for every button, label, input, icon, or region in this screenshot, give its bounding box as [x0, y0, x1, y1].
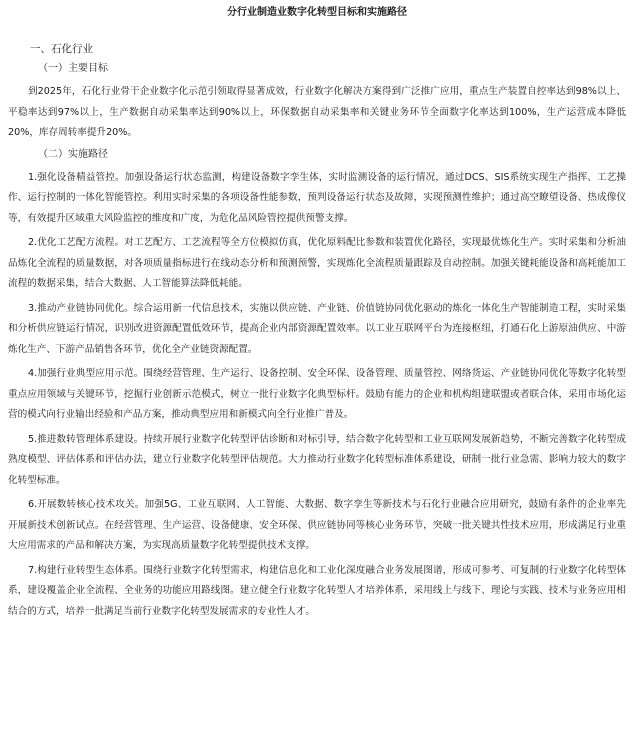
subheading-main-goals: （一）主要目标 [38, 63, 108, 74]
paragraph-main-goals: 到2025年，石化行业骨干企业数字化示范引领取得显著成效，行业数字化解决方案得到广泛推广应用，重点生产装置自控率达到98%以上、平稳率达到97%以上，生产数据自动采集率达到90%以上，环保数据自动采集率和关键业务环节全面数字化率达到100%，生产运营成本降低20%，库存周转率提升20%。 [8, 86, 626, 138]
paragraph-path-item-3: 3.推动产业链协同优化。综合运用新一代信息技术，实施以供应链、产业链、价值链协同优化驱动的炼化一体化生产智能制造工程，实时采集和分析供应链运行情况，识别改进资源配置低效环节，提高企业内部资源配置效率。以工业互联网平台为连接枢纽，打通石化上游原油供应、中游炼化生产、下游产品销售各环节，优化全产业链资源配置。 [8, 302, 626, 355]
paragraph-path-item-4: 4.加强行业典型应用示范。围绕经营管理、生产运行、设备控制、安全环保、设备管理、质量管控、网络货运、产业链协同优化等数字化转型重点应用领域与关键环节，挖掘行业创新示范模式，树立一批行业数字化典型标杆。鼓励有能力的企业和机构组建联盟或者联合体，采用市场化运营的模式向行业输出经验和产品方案，推动典型应用和新模式向全行业推广普及。 [8, 368, 626, 420]
subheading-implementation-path: （二）实施路径 [38, 148, 108, 160]
paragraph-path-item-6: 6.开展数转核心技术攻关。加强5G、工业互联网、人工智能、大数据、数字孪生等新技术与石化行业融合应用研究，鼓励有条件的企业率先开展新技术创新试点。在经营管理、生产运营、设备健康、安全环保、供应链协同等核心业务环节，突破一批关键共性技术应用，形成满足行业重大应用需求的产品和解决方案，为实现高质量数字化转型提供技术支撑。 [8, 499, 626, 551]
section-heading-petrochemical: 一、石化行业 [30, 43, 93, 55]
paragraph-path-item-1: 1.强化设备精益管控。加强设备运行状态监测，构建设备数字孪生体，实时监测设备的运行情况，通过DCS、SIS系统实现生产指挥、工艺操作、运行控制的一体化智能管控。利用实时采集的各项设备性能参数，预判设备运行状态及故障，实现预测性维护；通过高空瞭望设备、热成像仪等，有效提升区域重大风险监控的维度和广度，为危化品风险管控提供预警支撑。 [8, 171, 626, 224]
paragraph-path-item-5: 5.推进数转管理体系建设。持续开展行业数字化转型评估诊断和对标引导，结合数字化转型和工业互联网发展新趋势，不断完善数字化转型成熟度模型、评估体系和评估办法，建立行业数字化转型评估规范。大力推动行业数字化转型标准体系建设，研制一批行业急需、影响力较大的数字化转型标准。 [8, 433, 626, 486]
paragraph-path-item-2: 2.优化工艺配方流程。对工艺配方、工艺流程等全方位模拟仿真，优化原料配比参数和装置优化路径，实现最优炼化生产。实时采集和分析油品炼化全流程的质量数据，对各项质量指标进行在线动态分析和预测预警，实现炼化全流程质量跟踪及自动控制。加强关键耗能设备和高耗能加工流程的数据采集，结合大数据、人工智能算法降低耗能。 [8, 237, 626, 289]
document-title: 分行业制造业数字化转型目标和实施路径 [227, 7, 407, 18]
paragraph-path-item-7: 7.构建行业转型生态体系。围绕行业数字化转型需求，构建信息化和工业化深度融合业务发展图谱，形成可参考、可复制的行业数字化转型体系，建设覆盖企业全流程、全业务的功能应用路线图。建立健全行业数字化转型人才培养体系，采用线上与线下、理论与实践、技术与业务应用相结合的方式，培养一批满足当前行业数字化转型发展需求的专业性人才。 [8, 564, 626, 617]
